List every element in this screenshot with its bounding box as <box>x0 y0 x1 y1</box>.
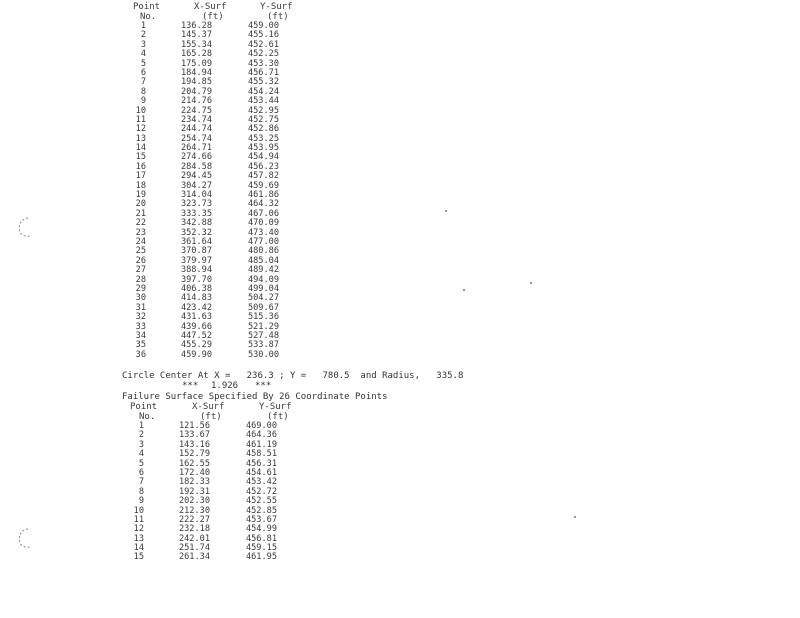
x-surf-value: 204.79 <box>180 86 212 97</box>
table1-header-y-unit: (ft) <box>267 12 289 22</box>
point-number: 14 <box>133 543 144 554</box>
x-surf-value: 182.33 <box>178 477 210 488</box>
y-surf-value: 453.25 <box>247 133 279 144</box>
x-surf-value: 455.29 <box>180 340 212 351</box>
speck-4 <box>574 516 576 518</box>
y-surf-value: 533.87 <box>247 340 279 351</box>
y-surf-value: 452.95 <box>247 105 279 116</box>
x-surf-value: 447.52 <box>180 330 212 341</box>
x-surf-value: 143.16 <box>178 439 210 450</box>
table2-header-y-unit: (ft) <box>267 412 289 422</box>
point-number: 36 <box>135 349 146 360</box>
point-number: 10 <box>135 105 146 116</box>
point-number: 12 <box>133 524 144 535</box>
table2-header-no: No. <box>139 412 156 422</box>
x-surf-value: 232.18 <box>178 524 210 535</box>
x-surf-value: 459.90 <box>180 349 212 360</box>
point-number: 35 <box>135 340 146 351</box>
table1-header-no: No. <box>140 12 157 22</box>
point-number: 22 <box>135 218 146 229</box>
y-surf-value: 480.86 <box>247 246 279 257</box>
point-number: 18 <box>135 180 146 191</box>
point-number: 1 <box>140 21 146 31</box>
point-number: 31 <box>135 302 146 313</box>
y-surf-value: 470.09 <box>247 218 279 229</box>
y-surf-value: 452.25 <box>247 49 279 60</box>
point-number: 9 <box>138 496 144 507</box>
y-surf-value: 515.36 <box>247 312 279 323</box>
table2-header-y: Y-Surf <box>259 402 292 412</box>
x-surf-value: 294.45 <box>180 171 212 182</box>
table1-header-x: X-Surf <box>194 2 227 12</box>
x-surf-value: 304.27 <box>180 180 212 191</box>
point-number: 21 <box>135 208 146 219</box>
speck-2 <box>463 289 465 291</box>
x-surf-value: 165.28 <box>180 49 212 60</box>
y-surf-value: 459.69 <box>247 180 279 191</box>
speck-1 <box>445 210 447 212</box>
y-surf-value: 464.32 <box>247 199 279 210</box>
y-surf-value: 456.23 <box>247 161 279 172</box>
point-number: 2 <box>140 30 146 41</box>
x-surf-value: 431.63 <box>180 312 212 323</box>
y-surf-value: 530.00 <box>247 349 279 360</box>
point-number: 25 <box>135 246 146 257</box>
x-surf-value: 224.75 <box>180 105 212 116</box>
x-surf-value: 214.76 <box>180 96 212 107</box>
x-surf-value: 342.88 <box>180 218 212 229</box>
point-number: 7 <box>140 77 146 88</box>
y-surf-value: 459.00 <box>247 21 279 31</box>
table2-header-x-unit: (ft) <box>200 412 222 422</box>
y-surf-value: 452.86 <box>247 124 279 135</box>
x-surf-value: 406.38 <box>180 283 212 294</box>
x-surf-value: 352.32 <box>180 227 212 238</box>
x-surf-value: 162.55 <box>178 458 210 469</box>
x-surf-value: 423.42 <box>180 302 212 313</box>
x-surf-value: 192.31 <box>178 486 210 497</box>
x-surf-value: 379.97 <box>180 255 212 266</box>
point-number: 15 <box>135 152 146 163</box>
y-surf-value: 504.27 <box>247 293 279 304</box>
x-surf-value: 333.35 <box>180 208 212 219</box>
y-surf-value: 461.19 <box>245 439 277 450</box>
factor-left-marker: *** <box>182 381 199 391</box>
y-surf-value: 454.61 <box>245 467 277 478</box>
point-number: 3 <box>140 39 146 50</box>
x-surf-value: 145.37 <box>180 30 212 41</box>
y-surf-value: 454.24 <box>247 86 279 97</box>
x-surf-value: 254.74 <box>180 133 212 144</box>
y-surf-value: 489.42 <box>247 265 279 276</box>
point-number: 32 <box>135 312 146 323</box>
point-number: 13 <box>133 533 144 544</box>
x-surf-value: 414.83 <box>180 293 212 304</box>
speck-3 <box>530 282 532 284</box>
y-surf-value: 456.31 <box>245 458 277 469</box>
y-surf-value: 452.72 <box>245 486 277 497</box>
x-surf-value: 251.74 <box>178 543 210 554</box>
scan-mark-upper <box>16 216 34 238</box>
point-number: 1 <box>138 421 144 431</box>
x-surf-value: 152.79 <box>178 449 210 460</box>
point-number: 11 <box>135 114 146 125</box>
x-surf-value: 323.73 <box>180 199 212 210</box>
y-surf-value: 485.04 <box>247 255 279 266</box>
x-surf-value: 370.87 <box>180 246 212 257</box>
y-surf-value: 454.94 <box>247 152 279 163</box>
point-number: 29 <box>135 283 146 294</box>
x-surf-value: 388.94 <box>180 265 212 276</box>
y-surf-value: 477.00 <box>247 236 279 247</box>
table1-header-point: Point <box>133 2 161 12</box>
y-surf-value: 453.95 <box>247 143 279 154</box>
point-number: 6 <box>138 467 144 478</box>
point-number: 19 <box>135 190 146 201</box>
x-surf-value: 194.85 <box>180 77 212 88</box>
circle-center-line: Circle Center At X = 236.3 ; Y = 780.5 and Radius, 335.8 <box>122 371 464 381</box>
point-number: 30 <box>135 293 146 304</box>
x-surf-value: 284.58 <box>180 161 212 172</box>
table1-header-y: Y-Surf <box>260 2 293 12</box>
y-surf-value: 494.09 <box>247 274 279 285</box>
y-surf-value: 456.71 <box>247 67 279 78</box>
x-surf-value: 172.40 <box>178 467 210 478</box>
point-number: 12 <box>135 124 146 135</box>
y-surf-value: 473.40 <box>247 227 279 238</box>
y-surf-value: 458.51 <box>245 449 277 460</box>
x-surf-value: 242.01 <box>178 533 210 544</box>
y-surf-value: 453.44 <box>247 96 279 107</box>
point-number: 33 <box>135 321 146 332</box>
x-surf-value: 439.66 <box>180 321 212 332</box>
y-surf-value: 452.55 <box>245 496 277 507</box>
point-number: 34 <box>135 330 146 341</box>
y-surf-value: 455.16 <box>247 30 279 41</box>
point-number: 13 <box>135 133 146 144</box>
point-number: 2 <box>138 430 144 441</box>
x-surf-value: 155.34 <box>180 39 212 50</box>
y-surf-value: 527.48 <box>247 330 279 341</box>
point-number: 3 <box>138 439 144 450</box>
failure-surface-title: Failure Surface Specified By 26 Coordinate Points <box>122 392 388 402</box>
y-surf-value: 461.86 <box>247 190 279 201</box>
x-surf-value: 274.66 <box>180 152 212 163</box>
point-number: 8 <box>138 486 144 497</box>
y-surf-value: 454.99 <box>245 524 277 535</box>
point-number: 8 <box>140 86 146 97</box>
point-number: 23 <box>135 227 146 238</box>
point-number: 5 <box>140 58 146 69</box>
scan-mark-lower <box>16 527 34 549</box>
y-surf-value: 499.04 <box>247 283 279 294</box>
y-surf-value: 467.06 <box>247 208 279 219</box>
x-surf-value: 264.71 <box>180 143 212 154</box>
point-number: 10 <box>133 505 144 516</box>
x-surf-value: 212.30 <box>178 505 210 516</box>
x-surf-value: 361.64 <box>180 236 212 247</box>
y-surf-value: 453.67 <box>245 514 277 525</box>
factor-right-marker: *** <box>255 381 272 391</box>
x-surf-value: 244.74 <box>180 124 212 135</box>
point-number: 26 <box>135 255 146 266</box>
y-surf-value: 453.42 <box>245 477 277 488</box>
x-surf-value: 261.34 <box>178 552 210 563</box>
y-surf-value: 521.29 <box>247 321 279 332</box>
x-surf-value: 121.56 <box>178 421 210 431</box>
y-surf-value: 509.67 <box>247 302 279 313</box>
x-surf-value: 184.94 <box>180 67 212 78</box>
point-number: 4 <box>140 49 146 60</box>
x-surf-value: 136.28 <box>180 21 212 31</box>
point-number: 15 <box>133 552 144 563</box>
table1-header-x-unit: (ft) <box>202 12 224 22</box>
point-number: 20 <box>135 199 146 210</box>
table2-header-point: Point <box>130 402 158 412</box>
point-number: 28 <box>135 274 146 285</box>
factor-of-safety-value: 1.926 <box>211 381 239 391</box>
x-surf-value: 222.27 <box>178 514 210 525</box>
point-number: 9 <box>140 96 146 107</box>
y-surf-value: 452.61 <box>247 39 279 50</box>
y-surf-value: 469.00 <box>245 421 277 431</box>
x-surf-value: 175.09 <box>180 58 212 69</box>
y-surf-value: 464.36 <box>245 430 277 441</box>
x-surf-value: 397.70 <box>180 274 212 285</box>
x-surf-value: 202.30 <box>178 496 210 507</box>
point-number: 24 <box>135 236 146 247</box>
point-number: 16 <box>135 161 146 172</box>
point-number: 27 <box>135 265 146 276</box>
point-number: 4 <box>138 449 144 460</box>
point-number: 11 <box>133 514 144 525</box>
point-number: 17 <box>135 171 146 182</box>
y-surf-value: 453.30 <box>247 58 279 69</box>
point-number: 6 <box>140 67 146 78</box>
y-surf-value: 459.15 <box>245 543 277 554</box>
y-surf-value: 461.95 <box>245 552 277 563</box>
y-surf-value: 452.75 <box>247 114 279 125</box>
point-number: 5 <box>138 458 144 469</box>
y-surf-value: 457.82 <box>247 171 279 182</box>
x-surf-value: 234.74 <box>180 114 212 125</box>
table2-header-x: X-Surf <box>192 402 225 412</box>
y-surf-value: 455.32 <box>247 77 279 88</box>
y-surf-value: 452.85 <box>245 505 277 516</box>
point-number: 7 <box>138 477 144 488</box>
y-surf-value: 456.81 <box>245 533 277 544</box>
point-number: 14 <box>135 143 146 154</box>
x-surf-value: 314.04 <box>180 190 212 201</box>
x-surf-value: 133.67 <box>178 430 210 441</box>
